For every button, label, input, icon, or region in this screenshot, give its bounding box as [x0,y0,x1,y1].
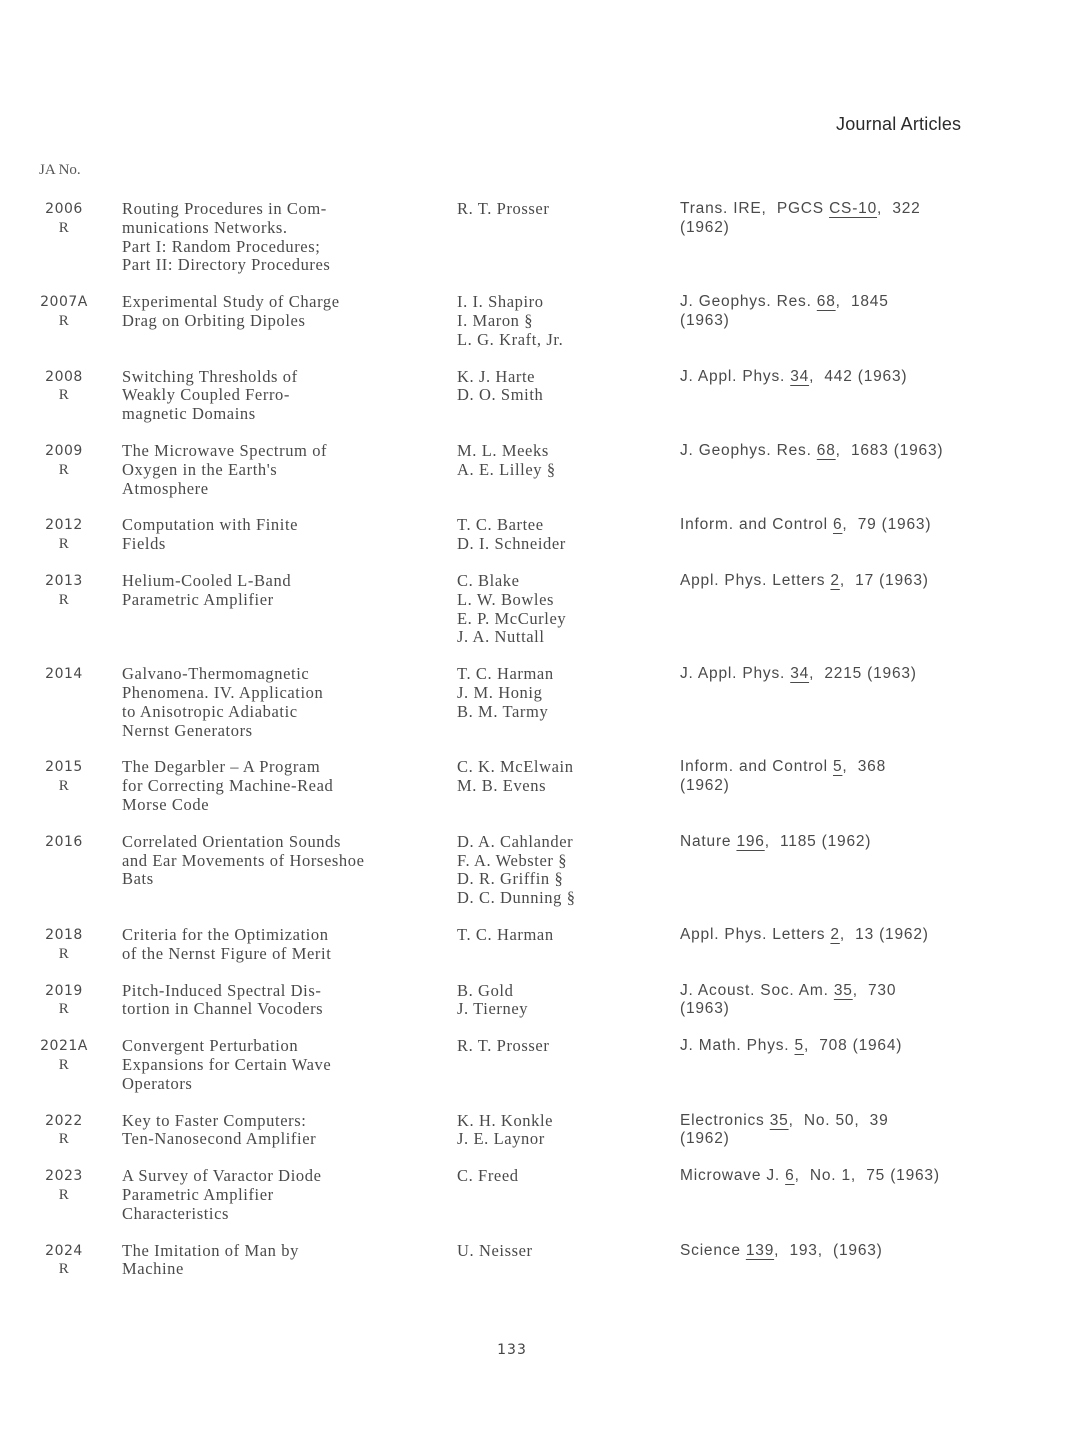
article-title-line: Correlated Orientation Sounds [122,831,342,851]
reference-journal: Electronics [680,1111,770,1129]
author-name: M. L. Meeks [457,441,549,460]
ja-number-value: 2016 [45,833,83,850]
article-authors [457,926,667,945]
author-name: K. J. Harte [457,366,536,386]
article-title-line: Part II: Directory Procedures [122,255,331,275]
article-title-line: Part I: Random Procedures; [122,236,321,256]
reference-volume: 35 [833,981,853,999]
author-name: K. H. Konkle [457,1110,554,1130]
ja-number [36,1037,92,1075]
article-title [122,516,442,554]
article-title-line: Pitch-Induced Spectral Dis- [122,980,322,1000]
reference-pages-year: , 1185 (1962) [764,832,872,850]
article-authors [457,1242,667,1261]
reference-pages-year: , 13 (1962) [839,926,929,943]
ja-number-value: 2014 [45,666,83,683]
article-title-line: The Imitation of Man by [122,1240,299,1260]
ja-number [36,665,92,684]
reference-journal: J. Appl. Phys. [680,367,791,385]
reference-pages-year: , No. 1, 75 (1963) [794,1167,940,1185]
journal-reference [680,572,1000,591]
ja-number [36,758,92,796]
article-title [122,442,442,498]
article-title-line: The Microwave Spectrum of [122,441,328,460]
ja-number-value: 2021A [40,1038,88,1055]
reference-journal: Appl. Phys. Letters [680,572,831,589]
author-name: R. T. Prosser [457,199,550,218]
reference-journal: Microwave J. [680,1167,786,1185]
section-title: Journal Articles [836,114,962,134]
author-name: A. E. Lilley § [457,459,556,479]
article-title-line: Routing Procedures in Com- [122,199,327,218]
reference-volume: 35 [769,1111,789,1129]
article-authors [457,665,667,721]
reference-pages-year: , 1845 [835,293,889,311]
author-name: T. C. Harman [457,664,554,684]
ja-number-value: 2022 [45,1112,83,1129]
author-name: B. M. Tarmy [457,701,549,721]
journal-reference [680,293,1000,331]
article-title-line: The Degarbler – A Program [122,757,321,777]
article-title [122,926,442,964]
article-title [122,1112,442,1150]
author-name: R. T. Prosser [457,1036,550,1056]
ja-number-suffix: R [58,387,70,404]
ja-number-value: 2013 [45,573,83,589]
ja-number-suffix: R [58,1261,70,1278]
ja-number-suffix: R [58,1001,70,1018]
reference-pages-year: , No. 50, 39 [788,1111,889,1129]
reference-volume: 2 [830,926,840,943]
reference-year: (1963) [680,1000,730,1018]
article-title [122,665,442,740]
journal-reference [680,982,1000,1020]
ja-number-suffix: R [58,591,70,608]
author-name: L. W. Bowles [457,589,555,609]
ja-number [36,1112,92,1150]
reference-pages-year: , 2215 (1963) [809,665,917,683]
ja-number-suffix: R [58,1186,70,1203]
reference-pages-year: , 1683 (1963) [835,442,944,459]
author-name: J. M. Honig [457,682,543,702]
article-title-line: Parametric Amplifier [122,589,274,609]
article-title-line: Morse Code [122,794,210,814]
reference-volume: CS-10 [829,200,877,217]
author-name: D. I. Schneider [457,534,566,554]
reference-volume: 2 [830,572,840,589]
article-title-line: Switching Thresholds of [122,366,298,386]
article-title [122,572,442,610]
author-name: T. C. Harman [457,925,554,944]
author-name: C. K. McElwain [457,757,574,777]
ja-number-value: 2024 [45,1242,83,1259]
author-name: C. Blake [457,571,520,590]
author-name: D. O. Smith [457,385,544,405]
author-name: T. C. Bartee [457,515,544,535]
article-authors [457,982,667,1020]
reference-pages-year: , 322 [877,200,921,217]
reference-volume: 34 [790,367,810,385]
reference-volume: 5 [794,1037,804,1055]
journal-reference [680,665,1000,684]
journal-reference [680,833,1000,852]
reference-journal: Trans. IRE, PGCS [680,200,830,217]
article-title-line: tortion in Channel Vocoders [122,999,324,1019]
ja-number-suffix: R [58,219,70,236]
ja-number-suffix: R [58,778,70,795]
article-title [122,1167,442,1223]
journal-reference [680,442,1000,461]
reference-pages-year: , 442 (1963) [809,367,908,385]
ja-number [36,516,92,554]
ja-number [36,368,92,406]
ja-number-value: 2006 [45,201,83,217]
reference-pages-year: , 730 [852,981,897,999]
ja-number [36,572,92,610]
article-authors [457,200,667,219]
reference-year: (1962) [680,218,730,236]
article-title-line: magnetic Domains [122,404,256,424]
article-title-line: of the Nernst Figure of Merit [122,943,332,963]
ja-number-value: 2015 [45,759,83,776]
reference-year: (1963) [680,311,730,329]
article-title [122,1242,442,1280]
journal-reference [680,758,1000,796]
reference-pages-year: , 79 (1963) [842,516,932,534]
reference-volume: 34 [790,665,810,683]
article-authors [457,293,667,349]
author-name: J. E. Laynor [457,1129,545,1149]
ja-number [36,1167,92,1205]
journal-reference [680,368,1000,387]
article-title-line: Ten-Nanosecond Amplifier [122,1129,317,1149]
ja-number-suffix: R [58,536,70,553]
article-title [122,368,442,424]
article-title-line: Machine [122,1259,184,1279]
reference-journal: Science [680,1241,746,1259]
article-title-line: Galvano-Thermomagnetic [122,664,310,684]
reference-volume: 6 [785,1167,795,1185]
reference-journal: J. Geophys. Res. [680,293,817,311]
author-name: U. Neisser [457,1240,533,1260]
reference-journal: Nature [680,832,737,850]
article-authors [457,516,667,554]
ja-number-suffix: R [58,1131,70,1148]
article-title-line: Atmosphere [122,478,209,498]
ja-number [36,1242,92,1280]
article-title-line: Convergent Perturbation [122,1036,299,1056]
article-title [122,833,442,889]
page-number: 133 [497,1342,527,1358]
column-label-ja-no: JA No. [39,162,81,178]
ja-number-suffix: R [58,312,70,329]
journal-reference [680,926,1000,945]
reference-pages-year: , 708 (1964) [803,1037,903,1055]
ja-number-value: 2018 [45,927,83,943]
ja-number [36,833,92,852]
ja-number-value: 2007A [40,294,88,311]
reference-volume: 139 [745,1241,775,1259]
article-title-line: Key to Faster Computers: [122,1110,307,1130]
reference-journal: Inform. and Control [680,516,833,534]
reference-volume: 5 [832,758,843,776]
journal-reference [680,516,1000,535]
reference-journal: J. Math. Phys. [680,1037,795,1055]
article-title [122,982,442,1020]
ja-number-value: 2008 [45,368,83,385]
ja-number-value: 2023 [45,1168,83,1185]
article-title-line: and Ear Movements of Horseshoe [122,850,365,870]
author-name: I. I. Shapiro [457,292,544,312]
article-title-line: for Correcting Machine-Read [122,776,334,796]
article-authors [457,1167,667,1186]
article-title-line: Fields [122,534,166,554]
article-title [122,1037,442,1093]
ja-number-value: 2009 [45,443,83,459]
article-authors [457,1037,667,1056]
article-title-line: Criteria for the Optimization [122,925,329,944]
journal-reference [680,1037,1000,1056]
article-title-line: Parametric Amplifier [122,1184,274,1204]
author-name: D. A. Cahlander [457,831,574,851]
ja-number [36,200,92,238]
author-name: M. B. Evens [457,776,547,796]
article-title-line: Bats [122,869,154,889]
journal-reference [680,200,1000,238]
author-name: F. A. Webster § [457,850,568,870]
reference-journal: J. Acoust. Soc. Am. [680,981,834,999]
journal-reference [680,1167,1000,1186]
article-authors [457,758,667,796]
reference-volume: 6 [832,516,843,534]
article-title-line: A Survey of Varactor Diode [122,1166,322,1186]
article-title-line: Experimental Study of Charge [122,292,340,312]
ja-number-suffix: R [58,1056,70,1073]
article-title-line: Helium-Cooled L-Band [122,571,292,590]
author-name: D. R. Griffin § [457,869,564,889]
article-title-line: Weakly Coupled Ferro- [122,385,290,405]
article-title-line: Expansions for Certain Wave [122,1054,332,1074]
article-title [122,200,442,275]
author-name: D. C. Dunning § [457,888,576,908]
reference-pages-year: , 368 [842,758,886,776]
article-title-line: to Anisotropic Adiabatic [122,701,298,721]
author-name: J. A. Nuttall [457,627,545,647]
reference-journal: Inform. and Control [680,758,833,776]
ja-number [36,442,92,480]
article-authors [457,572,667,647]
ja-number [36,293,92,331]
journal-reference [680,1242,1000,1261]
ja-number-suffix: R [58,461,70,478]
author-name: J. Tierney [457,999,529,1019]
article-authors [457,368,667,406]
reference-year: (1962) [680,777,730,795]
reference-journal: Appl. Phys. Letters [680,926,831,943]
article-title-line: Computation with Finite [122,515,299,535]
article-title-line: Drag on Orbiting Dipoles [122,310,306,330]
article-title [122,293,442,331]
ja-number [36,982,92,1020]
article-authors [457,833,667,908]
article-title-line: munications Networks. [122,217,288,237]
author-name: C. Freed [457,1166,519,1186]
reference-journal: J. Appl. Phys. [680,665,791,683]
reference-volume: 68 [816,293,836,311]
author-name: I. Maron § [457,310,534,330]
ja-number-value: 2012 [45,517,83,534]
article-title-line: Characteristics [122,1203,230,1223]
ja-number-value: 2019 [45,982,83,999]
article-authors [457,442,667,480]
article-title-line: Oxygen in the Earth's [122,459,278,479]
article-title-line: Nernst Generators [122,720,253,740]
author-name: L. G. Kraft, Jr. [457,329,564,349]
ja-number [36,926,92,964]
journal-reference [680,1112,1000,1150]
reference-volume: 196 [736,832,765,850]
reference-pages-year: , 193, (1963) [774,1241,883,1259]
reference-journal: J. Geophys. Res. [680,442,817,459]
author-name: E. P. McCurley [457,608,567,628]
article-title [122,758,442,814]
article-authors [457,1112,667,1150]
article-title-line: Phenomena. IV. Application [122,682,324,702]
reference-year: (1962) [680,1130,730,1148]
reference-volume: 68 [816,442,836,459]
article-title-line: Operators [122,1073,193,1093]
reference-pages-year: , 17 (1963) [839,572,929,589]
author-name: B. Gold [457,980,514,1000]
ja-number-suffix: R [58,945,70,962]
